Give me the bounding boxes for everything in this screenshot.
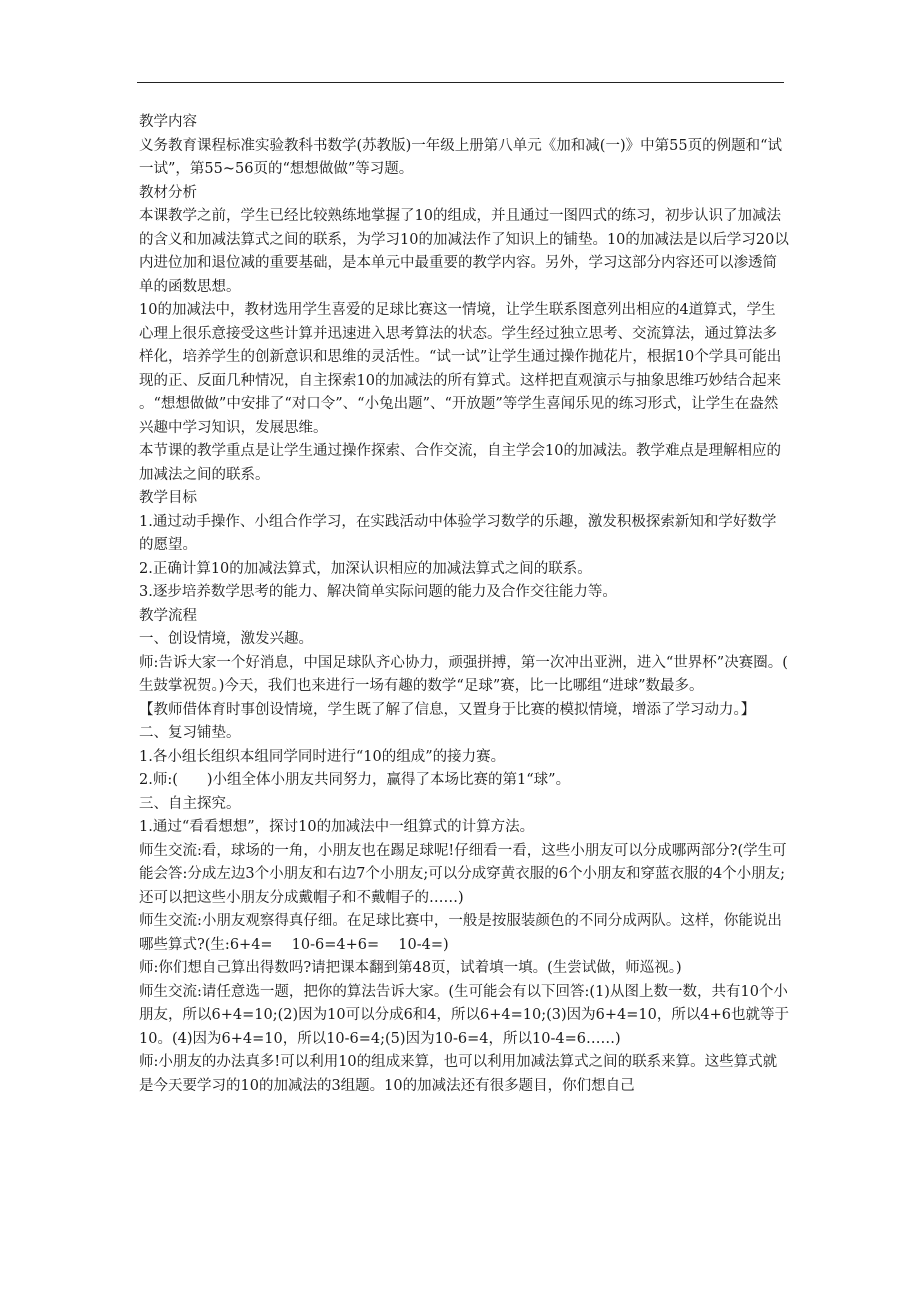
- section-heading: 教材分析: [139, 184, 197, 201]
- paragraph: 三、自主探究。: [139, 795, 241, 812]
- paragraph: 1.通过动手操作、小组合作学习，在实践活动中体验学习数学的乐趣，激发积极探索新知和学好数学的愿望。: [139, 513, 777, 553]
- paragraph: 2.正确计算10的加减法算式，加深认识相应的加减法算式之间的联系。: [139, 560, 592, 577]
- document-body: [139, 111, 789, 1098]
- section-heading: 教学内容: [139, 114, 197, 130]
- paragraph: 师生交流:小朋友观察得真仔细。在足球比赛中，一般是按服装颜色的不同分成两队。这样，你能说出哪些算式?(生:6+4= 10-6=4+6= 10-4=): [139, 913, 782, 953]
- paragraph: 1.通过“看看想想”，探讨10的加减法中一组算式的计算方法。: [139, 819, 535, 835]
- paragraph: 【教师借体育时事创设情境，学生既了解了信息，又置身于比赛的模拟情境，增添了学习动力。】: [139, 701, 756, 718]
- paragraph: 2.师:( )小组全体小朋友共同努力，赢得了本场比赛的第1“球”。: [139, 772, 571, 788]
- paragraph: 10的加减法中，教材选用学生喜爱的足球比赛这一情境，让学生联系图意列出相应的4道算式，学生心理上很乐意接受这些计算并迅速进入思考算法的状态。学生经过独立思考、交流算法，通过算法多样化，培养学生的创新意识和思维的灵活性。“试一试”让学生通过操作抛花片，根据10个学具可能出现的正、反面几种情况，自主探索10的加减法的所有算式。这样把直观演示与抽象思维巧妙结合起来。“想想做做”中安排了“对口令”、“小兔出题”、“开放题”等学生喜闻乐见的练习形式，让学生在盎然兴趣中学习知识，发展思维。: [139, 302, 782, 436]
- section-heading: 教学目标: [139, 490, 197, 506]
- paragraph: 1.各小组长组织本组同学同时进行“10的组成”的接力赛。: [139, 748, 506, 765]
- paragraph: 师:小朋友的办法真多!可以利用10的组成来算，也可以利用加减法算式之间的联系来算。这些算式就是今天要学习的10的加减法的3组题。10的加减法还有很多题目，你们想自己: [139, 1054, 778, 1094]
- section-heading: 教学流程: [139, 607, 197, 624]
- header-rule: [137, 82, 784, 83]
- paragraph: 本课教学之前，学生已经比较熟练地掌握了10的组成，并且通过一图四式的练习，初步认识了加减法的含义和加减法算式之间的联系，为学习10的加减法作了知识上的铺垫。10的加减法是以后学习20以内进位加和退位减的重要基础，是本单元中最重要的教学内容。另外，学习这部分内容还可以渗透简单的函数思想。: [139, 208, 789, 295]
- paragraph: 师:你们想自己算出得数吗?请把课本翻到第48页，试着填一填。(生尝试做，师巡视。): [139, 960, 682, 976]
- paragraph: 义务教育课程标准实验教科书数学(苏教版)一年级上册第八单元《加和减(一)》中第55页的例题和“试一试”，第55~56页的“想想做做”等习题。: [139, 137, 782, 177]
- paragraph: 二、复习铺垫。: [139, 725, 241, 741]
- paragraph: 师生交流:看，球场的一角，小朋友也在踢足球呢!仔细看一看，这些小朋友可以分成哪两部分?(学生可能会答:分成左边3个小朋友和右边7个小朋友;可以分成穿黄衣服的6个小朋友和穿蓝衣服的4个小朋友;还可以把这些小朋友分成戴帽子和不戴帽子的……): [139, 842, 787, 906]
- paragraph: 一、创设情境，激发兴趣。: [139, 631, 313, 647]
- paragraph: 3.逐步培养数学思考的能力、解决简单实际问题的能力及合作交往能力等。: [139, 584, 617, 600]
- paragraph: 本节课的教学重点是让学生通过操作探索、合作交流，自主学会10的加减法。教学难点是理解相应的加减法之间的联系。: [139, 443, 781, 483]
- paragraph: 师:告诉大家一个好消息，中国足球队齐心协力，顽强拼搏，第一次冲出亚洲，进入“世界杯”决赛圈。(生鼓掌祝贺。)今天，我们也来进行一场有趣的数学“足球”赛，比一比哪组“进球”数最多。: [139, 654, 788, 694]
- paragraph: 师生交流:请任意选一题，把你的算法告诉大家。(生可能会有以下回答:(1)从图上数一数，共有10个小朋友，所以6+4=10;(2)因为10可以分成6和4，所以6+4=10;(3)因为6+4=10，所以4+6也就等于10。(4)因为6+4=10，所以10-6=4;(5)因为10-6=4，所以10-4=6……): [139, 983, 789, 1047]
